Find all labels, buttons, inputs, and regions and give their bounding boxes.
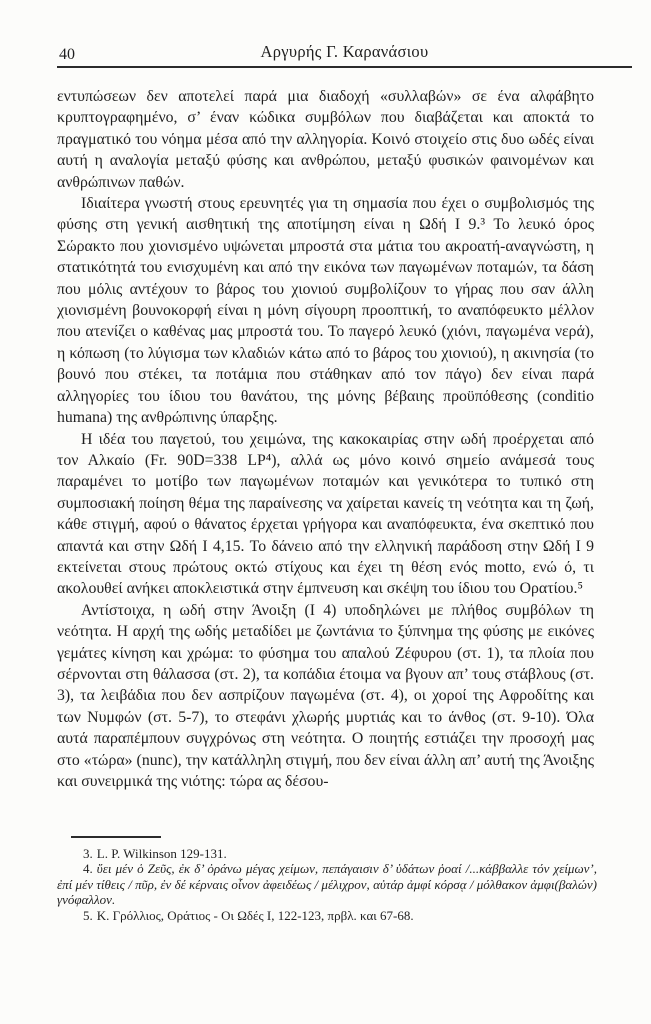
footnote-label: 3.	[83, 846, 93, 861]
footnote-label: 4.	[83, 861, 93, 877]
running-title: Αργυρής Γ. Καρανάσιου	[260, 42, 429, 61]
footnote-text: L. P. Wilkinson 129-131.	[96, 846, 227, 861]
footnote-item-4	[57, 861, 597, 907]
footnote-label: 5.	[83, 907, 93, 923]
footnote-item-3	[57, 846, 597, 861]
footnote-separator	[71, 836, 161, 838]
footnote-text: ὕει μέν ὁ Ζεῦς, ἐκ δ’ ὀράνω μέγας χείμων, πεπάγαισιν δ’ ὑδάτων ῥοαί /...κάββαλλε τόν χείμων’, ἐπί μέν τίθεις / πῦρ, ἐν δέ κέρναις οἶνον ἀφειδέως / μέλιχρον, αὐτάρ ἀμφί κόρσᾳ / μόλθακον ἀμφι(βαλών) γνόφαλλον.	[57, 861, 597, 908]
paragraph-2: Ιδιαίτερα γνωστή στους ερευνητές για τη σημασία που έχει ο συμβολισμός της φύσης στη γενική αισθητική της αποτίμηση είναι η Ωδή I 9.³ Το λευκό όρος Σώρακτο που χιονισμένο υψώνεται μπροστά στα μάτια του ακροατή-αναγνώστη, η στατικότητά του ενισχυμένη και από την εικόνα των παγωμένων ποταμών, τα δάση που μόλις αντέχουν το βάρος του χιονιού συμβολίζουν το γήρας που σαν άλλη χιονισμένη βουνοκορφή είναι η μόνη σίγουρη προοπτική, το αναπόφευκτο μέλλον που ατενίζει ο καθένας μας μπροστά του. Το παγερό λευκό (χιόνι, παγωμένα νερά), η κόπωση (το λύγισμα των κλαδιών κάτω από το βάρος του χιονιού), η ακινησία (το βουνό που στέκει, τα ποτάμια που στάθηκαν από τον πάγο) δεν είναι παρά αλληγορίες του ίδιου του θανάτου, της μόνης βέβαιης προϋπόθεσης (conditio humana) της ανθρώπινης ύπαρξης.	[57, 195, 594, 427]
page-number: 40	[59, 46, 75, 63]
body-text	[57, 86, 594, 836]
footnote-item-5	[57, 908, 597, 923]
paragraph-3: Η ιδέα του παγετού, του χειμώνα, της κακοκαιρίας στην ωδή προέρχεται από τον Αλκαίο (Fr. 90D=338 LP⁴), αλλά ως μόνο κοινό σημείο ανάμεσά τους παραμένει το μοτίβο των παγωμένων ποταμών και γενικότερα το τυπικό στη συμποσιακή ποίηση θέμα της παραίνεσης να χαίρεται κανείς τη νεότητα και τη ζωή, κάθε στιγμή, αφού ο θάνατος έρχεται γρήγορα και αναπόφευκτα, ένα σκεπτικό που απαντά και στην Ωδή I 4,15. Το δάνειο από την ελληνική παράδοση στην Ωδή I 9 εκτείνεται στους πρώτους οκτώ στίχους και έχει τη θέση ενός motto, ενώ ό, τι ακολουθεί ανήκει αποκλειστικά στην έμπνευση και σκέψη του ίδιου του Ορατίου.⁵	[57, 430, 594, 598]
paragraph-4: Αντίστοιχα, η ωδή στην Άνοιξη (I 4) υποδηλώνει με πλήθος συμβόλων τη νεότητα. Η αρχή της ωδής μεταδίδει με ζωντάνια το ξύπνημα της φύσης με εικόνες γεμάτες κίνηση και χρώμα: το φύσημα του απαλού Ζέφυρου (στ. 1), τα πλοία που σέρνονται στη θάλασσα (στ. 2), τα κοπάδια έτοιμα να βγουν απ’ τους στάβλους (στ. 3), τα λειβάδια που δεν ασπρίζουν παγωμένα (στ. 4), οι χοροί της Αφροδίτης και των Νυμφών (στ. 5-7), το στεφάνι χλωρής μυρτιάς και το άνθος (στ. 9-10). Όλα αυτά παραπέμπουν συγχρόνως στη νεότητα. Ο ποιητής εστιάζει την προσοχή μας στο «τώρα» (nunc), την κατάλληλη στιγμή, που δεν είναι άλλη απ’ αυτή της Άνοιξης και συνειρμικά της νιότης: τώρα ας δέσου-	[57, 601, 594, 790]
page-header	[57, 42, 632, 68]
footnote-text: Κ. Γρόλλιος, Οράτιος - Οι Ωδές Ι, 122-123, πρβλ. και 67-68.	[96, 907, 414, 923]
paragraph-1: εντυπώσεων δεν αποτελεί παρά μια διαδοχή «συλλαβών» σε ένα αλφάβητο κρυπτογραφημένο, σ’ έναν κώδικα συμβόλων που διαβάζεται και αποκτά το πραγματικό του νόημα μέσα από την αλληγορία. Κοινό στοιχείο στις δυο ωδές είναι αυτή η αναλογία μεταξύ φύσης και ανθρώπου, μεταξύ φυσικών φαινομένων και ανθρώπινων παθών.	[57, 88, 594, 191]
footnotes	[57, 836, 597, 923]
